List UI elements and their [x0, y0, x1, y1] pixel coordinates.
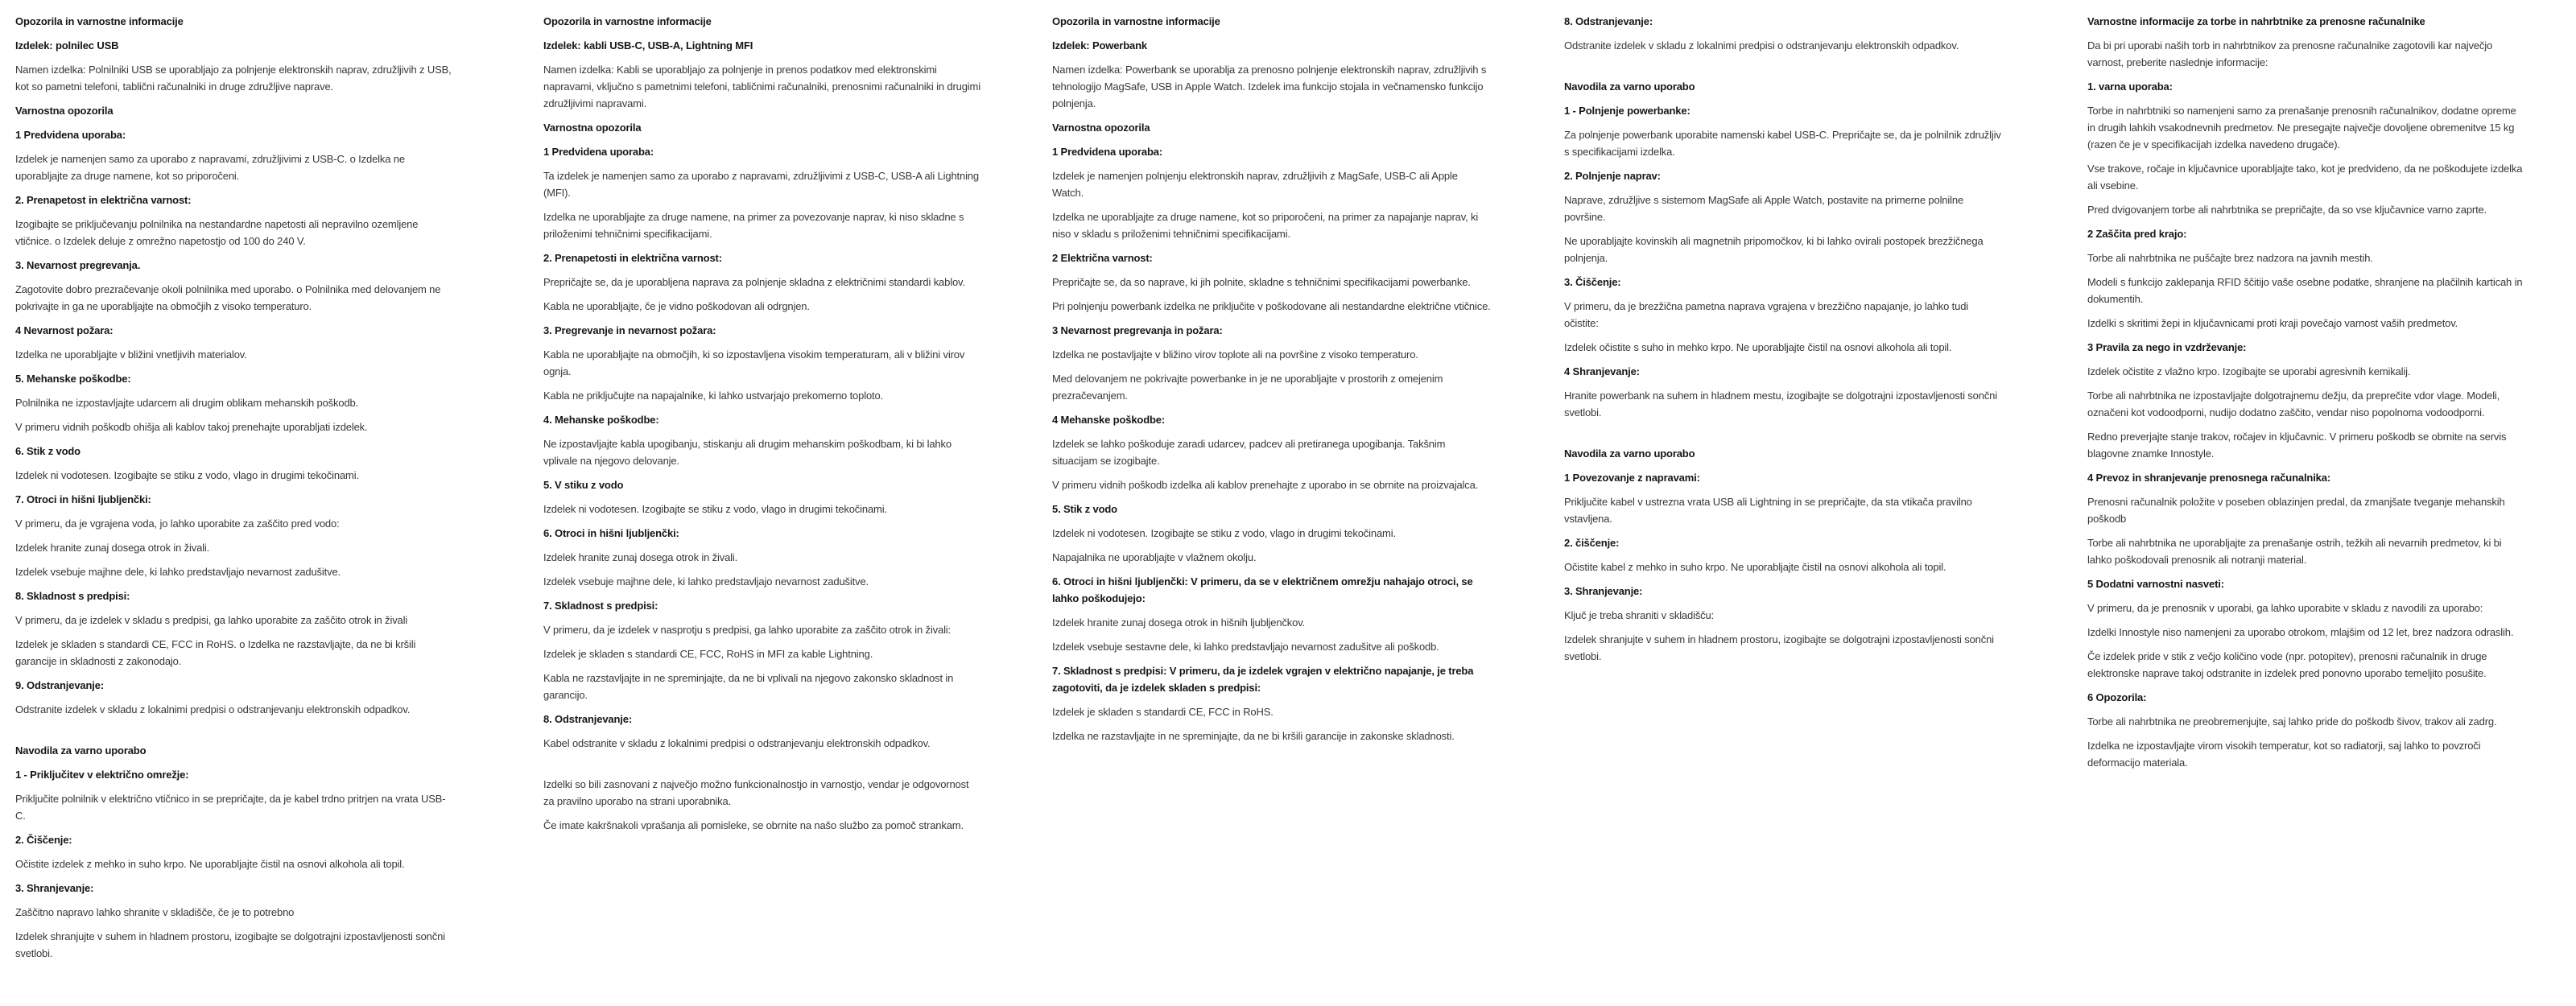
body-paragraph: V primeru, da je izdelek v skladu s predpisi, ga lahko uporabite za zaščito otrok in živali: [15, 614, 408, 626]
body-paragraph: Namen izdelka: Polnilniki USB se uporabljajo za polnjenje elektronskih naprav, združljivih z USB, kot so pametni telefoni, tablični računalniki in druge združljive naprave.: [15, 64, 452, 93]
body-paragraph: Torbe ali nahrbtnika ne uporabljajte za prenašanje ostrih, težkih ali nevarnih predmetov, ki bi lahko poškodovali prenosnik ali notranji material.: [2087, 537, 2502, 566]
section-heading: 2 Električna varnost:: [1052, 252, 1153, 264]
section-heading: Izdelek: kabli USB-C, USB-A, Lightning MFI: [543, 39, 753, 52]
body-paragraph: Modeli s funkcijo zaklepanja RFID ščitijo vaše osebne podatke, shranjene na plačilnih karticah in dokumentih.: [2087, 276, 2523, 305]
section-heading: Navodila za varno uporabo: [1564, 80, 1695, 93]
section-heading: Varnostna opozorila: [1052, 122, 1150, 134]
body-paragraph: Namen izdelka: Powerbank se uporablja za prenosno polnjenje elektronskih naprav, združljivih s tehnologijo MagSafe, USB in Apple Watch. Izdelek ima funkcijo stojala in večnamensko funkcijo polnjenja.: [1052, 64, 1487, 109]
body-paragraph: Izdelek shranjujte v suhem in hladnem prostoru, izogibajte se dolgotrajni izpostavljenosti sončni svetlobi.: [15, 930, 445, 959]
spacer: [543, 759, 982, 776]
body-paragraph: Izdelka ne uporabljajte v bližini vnetljivih materialov.: [15, 348, 247, 361]
body-paragraph: Za polnjenje powerbank uporabite namenski kabel USB-C. Prepričajte se, da je polnilnik združljiv s specifikacijami izdelka.: [1564, 129, 2001, 158]
text-column-powerbank-usage-instructions: [1564, 13, 2003, 672]
body-paragraph: Prepričajte se, da so naprave, ki jih polnite, skladne s tehničnimi specifikacijami powerbanke.: [1052, 276, 1471, 288]
section-heading: 7. Skladnost s predpisi:: [543, 600, 658, 612]
body-paragraph: Ključ je treba shraniti v skladišču:: [1564, 609, 1715, 621]
section-heading: 6. Otroci in hišni ljubljenčki:: [543, 527, 679, 539]
body-paragraph: V primeru vidnih poškodb izdelka ali kablov prenehajte z uporabo in se obrnite na proizvajalca.: [1052, 479, 1479, 491]
section-heading: 5 Dodatni varnostni nasveti:: [2087, 578, 2224, 590]
section-heading: 5. Stik z vodo: [1052, 503, 1117, 515]
body-paragraph: Izdelki Innostyle niso namenjeni za uporabo otrokom, mlajšim od 12 let, brez nadzora odraslih.: [2087, 626, 2514, 638]
body-paragraph: Izdelek se lahko poškoduje zaradi udarcev, padcev ali pretiranega upogibanja. Takšnim situacijam se izogibajte.: [1052, 438, 1446, 467]
body-paragraph: Izdelek je namenjen polnjenju elektronskih naprav, združljivih z MagSafe, USB-C ali Apple Watch.: [1052, 170, 1458, 199]
text-column-usb-charger-warnings: [15, 13, 454, 969]
section-heading: 4 Mehanske poškodbe:: [1052, 414, 1166, 426]
body-paragraph: Izdelki so bili zasnovani z največjo možno funkcionalnostjo in varnostjo, vendar je odgovornost za pravilno uporabo na strani uporabnika.: [543, 778, 969, 807]
body-paragraph: Polnilnika ne izpostavljajte udarcem ali drugim oblikam mehanskih poškodb.: [15, 397, 359, 409]
body-paragraph: Torbe ali nahrbtnika ne izpostavljajte dolgotrajnemu dežju, da preprečite vdor vlage. Modeli, označeni kot vodoodporni, nudijo dodatno zaščito, vendar niso popolnoma vodoodporni.: [2087, 390, 2500, 418]
body-paragraph: Če imate kakršnakoli vprašanja ali pomisleke, se obrnite na našo službo za pomoč strankam.: [543, 819, 964, 831]
section-heading: 4 Shranjevanje:: [1564, 365, 1640, 377]
body-paragraph: Izdelek vsebuje majhne dele, ki lahko predstavljajo nevarnost zadušitve.: [15, 566, 341, 578]
body-paragraph: Kabel odstranite v skladu z lokalnimi predpisi o odstranjevanju elektronskih odpadkov.: [543, 737, 931, 749]
spacer: [15, 725, 454, 742]
section-heading: 4 Nevarnost požara:: [15, 324, 114, 336]
body-paragraph: Torbe ali nahrbtnika ne preobremenjujte, saj lahko pride do poškodb šivov, trakov ali zadrg.: [2087, 715, 2497, 728]
body-paragraph: Prepričajte se, da je uporabljena naprava za polnjenje skladna z električnimi standardi kablov.: [543, 276, 965, 288]
section-heading: Navodila za varno uporabo: [15, 744, 147, 757]
section-heading: 4. Mehanske poškodbe:: [543, 414, 659, 426]
body-paragraph: V primeru, da je brezžična pametna naprava vgrajena v brezžično napajanje, jo lahko tudi očistite:: [1564, 300, 1969, 329]
body-paragraph: Naprave, združljive s sistemom MagSafe ali Apple Watch, postavite na primerne polnilne površine.: [1564, 194, 1964, 223]
section-heading: 3. Shranjevanje:: [1564, 585, 1643, 597]
body-paragraph: Prenosni računalnik položite v poseben oblazinjen predal, da zmanjšate tveganje mehanskih poškodb: [2087, 496, 2505, 525]
body-paragraph: Zaščitno napravo lahko shranite v skladišče, če je to potrebno: [15, 906, 295, 918]
section-heading: Opozorila in varnostne informacije: [1052, 15, 1220, 27]
section-heading: 1. varna uporaba:: [2087, 80, 2173, 93]
text-column-powerbank-warnings: [1052, 13, 1491, 752]
section-heading: 5. V stiku z vodo: [543, 479, 624, 491]
section-heading: Opozorila in varnostne informacije: [543, 15, 712, 27]
body-paragraph: Izdelka ne izpostavljajte virom visokih temperatur, kot so radiatorji, saj lahko to povzroči deformacijo materiala.: [2087, 740, 2481, 769]
body-paragraph: Zagotovite dobro prezračevanje okoli polnilnika med uporabo. o Polnilnika med delovanjem ne pokrivajte in ga ne uporabljajte na območjih z visoko temperaturo.: [15, 283, 441, 312]
section-heading: Izdelek: Powerbank: [1052, 39, 1147, 52]
section-heading: 2. Prenapetost in električna varnost:: [15, 194, 192, 206]
section-heading: Navodila za varno uporabo: [1564, 447, 1695, 460]
body-paragraph: Kabla ne uporabljajte, če je vidno poškodovan ali odrgnjen.: [543, 300, 810, 312]
body-paragraph: Odstranite izdelek v skladu z lokalnimi predpisi o odstranjevanju elektronskih odpadkov.: [15, 703, 411, 715]
body-paragraph: Izdelek hranite zunaj dosega otrok in živali.: [15, 542, 210, 554]
body-paragraph: Izdelek je skladen s standardi CE, FCC in RoHS. o Izdelka ne razstavljajte, da ne bi kršili garancije in skladnosti z zakonodajo.: [15, 638, 416, 667]
body-paragraph: Torbe in nahrbtniki so namenjeni samo za prenašanje prenosnih računalnikov, dodatne opreme in drugih lahkih vsakodnevnih predmetov. Ne presegajte največje dovoljene obremenitve 15 kg (razen če je v specifikacijah izdelka navedeno drugače).: [2087, 105, 2516, 150]
body-paragraph: Namen izdelka: Kabli se uporabljajo za polnjenje in prenos podatkov med elektronskimi napravami, vključno s pametnimi telefoni, tabličnimi računalniki, prenosnimi računalniki in drugimi združljivimi napravami.: [543, 64, 980, 109]
text-column-laptop-bags-safety: [2087, 13, 2526, 778]
body-paragraph: Da bi pri uporabi naših torb in nahrbtnikov za prenosne računalnike zagotovili kar največjo varnost, preberite naslednje informacije:: [2087, 39, 2493, 68]
section-heading: 6. Stik z vodo: [15, 445, 80, 457]
section-heading: 7. Otroci in hišni ljubljenčki:: [15, 493, 151, 505]
body-paragraph: Redno preverjajte stanje trakov, ročajev in ključavnic. V primeru poškodb se obrnite na servis blagovne znamke Innostyle.: [2087, 431, 2507, 460]
body-paragraph: Izdelka ne postavljajte v bližino virov toplote ali na površine z visoko temperaturo.: [1052, 348, 1418, 361]
section-heading: 2. Prenapetosti in električna varnost:: [543, 252, 722, 264]
section-heading: Opozorila in varnostne informacije: [15, 15, 184, 27]
spacer: [1564, 61, 2003, 78]
body-paragraph: Izdelki s skritimi žepi in ključavnicami proti kraji povečajo varnost vaših predmetov.: [2087, 317, 2458, 329]
section-heading: 1 - Polnjenje powerbanke:: [1564, 105, 1690, 117]
section-heading: 3. Shranjevanje:: [15, 882, 94, 894]
section-heading: 3 Nevarnost pregrevanja in požara:: [1052, 324, 1223, 336]
body-paragraph: Kabla ne razstavljajte in ne spreminjajte, da ne bi vplivali na njegovo zakonsko skladnost in garancijo.: [543, 672, 954, 701]
section-heading: 5. Mehanske poškodbe:: [15, 373, 131, 385]
body-paragraph: Izdelek hranite zunaj dosega otrok in živali.: [543, 551, 738, 563]
body-paragraph: Izdelek vsebuje sestavne dele, ki lahko predstavljajo nevarnost zadušitve ali poškodb.: [1052, 641, 1439, 653]
body-paragraph: Vse trakove, ročaje in ključavnice uporabljajte tako, kot je predvideno, da ne poškodujete izdelka ali vsebine.: [2087, 163, 2523, 192]
section-heading: Varnostna opozorila: [543, 122, 642, 134]
body-paragraph: Če izdelek pride v stik z večjo količino vode (npr. potopitev), prenosni računalnik in druge elektronske naprave takoj odstranite in izdelek pred ponovno uporabo temeljito posušite.: [2087, 650, 2487, 679]
body-paragraph: V primeru, da je prenosnik v uporabi, ga lahko uporabite v skladu z navodili za uporabo:: [2087, 602, 2483, 614]
body-paragraph: Izdelek je skladen s standardi CE, FCC in RoHS.: [1052, 706, 1274, 718]
text-column-cables-warnings: [543, 13, 982, 841]
body-paragraph: Priključite kabel v ustrezna vrata USB ali Lightning in se prepričajte, da sta vtikača pravilno vstavljena.: [1564, 496, 1972, 525]
section-heading: 8. Odstranjevanje:: [1564, 15, 1653, 27]
section-heading: 2. Polnjenje naprav:: [1564, 170, 1661, 182]
body-paragraph: Izdelek ni vodotesen. Izogibajte se stiku z vodo, vlago in drugimi tekočinami.: [1052, 527, 1396, 539]
section-heading: 7. Skladnost s predpisi: V primeru, da je izdelek vgrajen v električno napajanje, je treba zagotoviti, da je izdelek skladen s predpisi:: [1052, 665, 1474, 694]
section-heading: Izdelek: polnilec USB: [15, 39, 119, 52]
body-paragraph: Ta izdelek je namenjen samo za uporabo z napravami, združljivimi z USB-C, USB-A ali Lightning (MFI).: [543, 170, 979, 199]
section-heading: 1 Predvidena uporaba:: [1052, 146, 1163, 158]
body-paragraph: Pri polnjenju powerbank izdelka ne priključite v poškodovane ali nestandardne električne vtičnice.: [1052, 300, 1491, 312]
section-heading: Varnostne informacije za torbe in nahrbtnike za prenosne računalnike: [2087, 15, 2425, 27]
section-heading: 2. čiščenje:: [1564, 537, 1620, 549]
body-paragraph: Izdelka ne uporabljajte za druge namene, kot so priporočeni, na primer za napajanje naprav, ki niso v skladu s priloženimi tehničnimi specifikacijami.: [1052, 211, 1479, 240]
section-heading: 8. Skladnost s predpisi:: [15, 590, 130, 602]
section-heading: 3. Nevarnost pregrevanja.: [15, 259, 141, 271]
body-paragraph: Hranite powerbank na suhem in hladnem mestu, izogibajte se dolgotrajni izpostavljenosti sončni svetlobi.: [1564, 390, 1997, 418]
section-heading: 4 Prevoz in shranjevanje prenosnega računalnika:: [2087, 472, 2331, 484]
body-paragraph: V primeru vidnih poškodb ohišja ali kablov takoj prenehajte uporabljati izdelek.: [15, 421, 368, 433]
body-paragraph: V primeru, da je vgrajena voda, jo lahko uporabite za zaščito pred vodo:: [15, 517, 340, 530]
body-paragraph: Izdelek ni vodotesen. Izogibajte se stiku z vodo, vlago in drugimi tekočinami.: [15, 469, 359, 481]
body-paragraph: Izdelka ne razstavljajte in ne spreminjajte, da ne bi kršili garancije in zakonske skladnosti.: [1052, 730, 1455, 742]
section-heading: 1 Predvidena uporaba:: [15, 129, 126, 141]
body-paragraph: Izdelek vsebuje majhne dele, ki lahko predstavljajo nevarnost zadušitve.: [543, 575, 869, 588]
section-heading: 1 - Priključitev v električno omrežje:: [15, 769, 189, 781]
section-heading: 3. Pregrevanje in nevarnost požara:: [543, 324, 716, 336]
body-paragraph: Ne uporabljajte kovinskih ali magnetnih pripomočkov, ki bi lahko ovirali postopek brezžičnega polnjenja.: [1564, 235, 1984, 264]
body-paragraph: Izdelek očistite s suho in mehko krpo. Ne uporabljajte čistil na osnovi alkohola ali topil.: [1564, 341, 1952, 353]
section-heading: 3 Pravila za nego in vzdrževanje:: [2087, 341, 2247, 353]
body-paragraph: Priključite polnilnik v električno vtičnico in se prepričajte, da je kabel trdno pritrjen na vrata USB-C.: [15, 793, 446, 822]
body-paragraph: Med delovanjem ne pokrivajte powerbanke in je ne uporabljajte v prostorih z omejenim prezračevanjem.: [1052, 373, 1443, 402]
spacer: [1564, 428, 2003, 445]
section-heading: Varnostna opozorila: [15, 105, 114, 117]
body-paragraph: Izogibajte se priključevanju polnilnika na nestandardne napetosti ali nepravilno ozemljene vtičnice. o Izdelek deluje z omrežno napetostjo od 100 do 240 V.: [15, 218, 419, 247]
section-heading: 6 Opozorila:: [2087, 691, 2147, 703]
body-paragraph: V primeru, da je izdelek v nasprotju s predpisi, ga lahko uporabite za zaščito otrok in živali:: [543, 624, 952, 636]
body-paragraph: Kabla ne priključujte na napajalnike, ki lahko ustvarjajo prekomerno toploto.: [543, 390, 884, 402]
body-paragraph: Izdelka ne uporabljajte za druge namene, na primer za povezovanje naprav, ki niso skladne s priloženimi tehničnimi specifikacijami.: [543, 211, 964, 240]
body-paragraph: Izdelek očistite z vlažno krpo. Izogibajte se uporabi agresivnih kemikalij.: [2087, 365, 2411, 377]
body-paragraph: Ne izpostavljajte kabla upogibanju, stiskanju ali drugim mehanskim poškodbam, ki bi lahko vplivale na njegovo delovanje.: [543, 438, 952, 467]
section-heading: 3. Čiščenje:: [1564, 276, 1621, 288]
body-paragraph: Pred dvigovanjem torbe ali nahrbtnika se prepričajte, da so vse ključavnice varno zaprte.: [2087, 204, 2487, 216]
body-paragraph: Izdelek hranite zunaj dosega otrok in hišnih ljubljenčkov.: [1052, 616, 1306, 629]
body-paragraph: Kabla ne uporabljajte na območjih, ki so izpostavljena visokim temperaturam, ali v bližini virov ognja.: [543, 348, 965, 377]
body-paragraph: Odstranite izdelek v skladu z lokalnimi predpisi o odstranjevanju elektronskih odpadkov.: [1564, 39, 1959, 52]
body-paragraph: Izdelek je skladen s standardi CE, FCC, RoHS in MFI za kable Lightning.: [543, 648, 873, 660]
section-heading: 9. Odstranjevanje:: [15, 679, 105, 691]
body-paragraph: Izdelek ni vodotesen. Izogibajte se stiku z vodo, vlago in drugimi tekočinami.: [543, 503, 887, 515]
body-paragraph: Izdelek shranjujte v suhem in hladnem prostoru, izogibajte se dolgotrajni izpostavljenosti sončni svetlobi.: [1564, 633, 1994, 662]
body-paragraph: Torbe ali nahrbtnika ne puščajte brez nadzora na javnih mestih.: [2087, 252, 2373, 264]
section-heading: 2 Zaščita pred krajo:: [2087, 228, 2187, 240]
body-paragraph: Izdelek je namenjen samo za uporabo z napravami, združljivimi z USB-C. o Izdelka ne uporabljajte za druge namene, kot so priporočeni.: [15, 153, 405, 182]
section-heading: 1 Predvidena uporaba:: [543, 146, 654, 158]
section-heading: 8. Odstranjevanje:: [543, 713, 633, 725]
section-heading: 6. Otroci in hišni ljubljenčki: V primeru, da se v električnem omrežju nahajajo otroci, se lahko poškodujejo:: [1052, 575, 1473, 604]
section-heading: 2. Čiščenje:: [15, 834, 72, 846]
body-paragraph: Očistite izdelek z mehko in suho krpo. Ne uporabljajte čistil na osnovi alkohola ali topil.: [15, 858, 405, 870]
body-paragraph: Napajalnika ne uporabljajte v vlažnem okolju.: [1052, 551, 1257, 563]
section-heading: 1 Povezovanje z napravami:: [1564, 472, 1700, 484]
body-paragraph: Očistite kabel z mehko in suho krpo. Ne uporabljajte čistil na osnovi alkohola ali topil.: [1564, 561, 1946, 573]
